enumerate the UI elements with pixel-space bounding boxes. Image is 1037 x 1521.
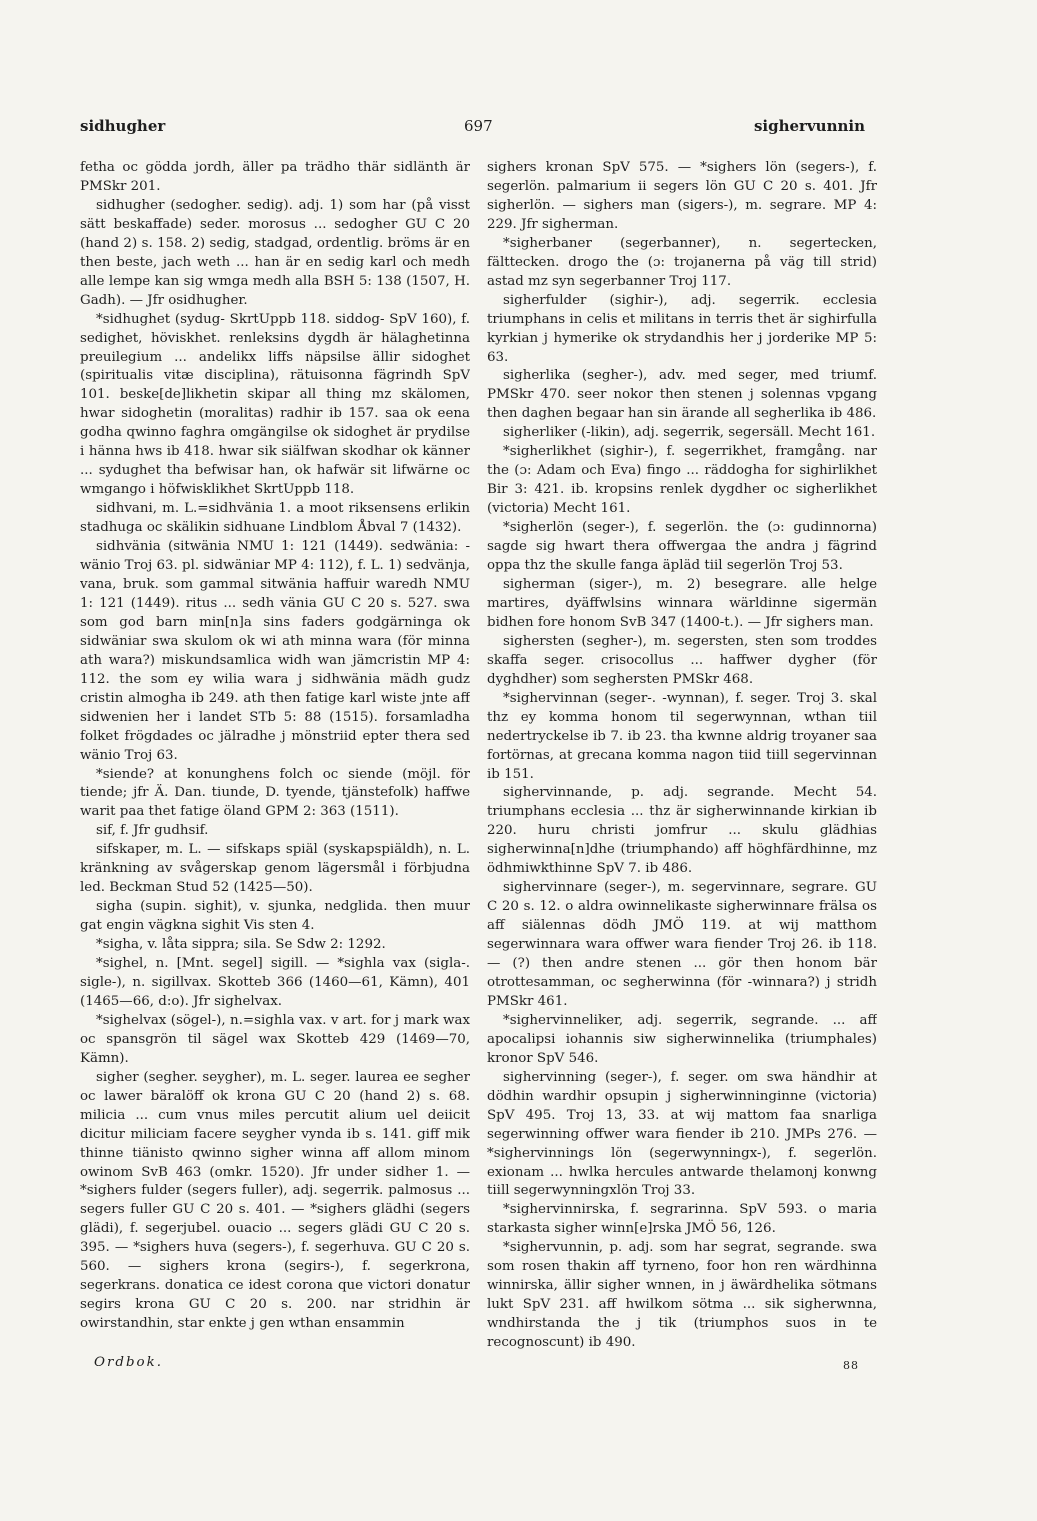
- dictionary-entry: sifskaper, m. L. — sifskaps spiäl (syskapspiäldh), n. L. kränkning av svågerskap genom lägersmål i förbjudna led. Beckman Stud 52 (1425—50).: [80, 842, 470, 896]
- dictionary-entry: *sighervinnirska, f. segrarinna. SpV 593. o maria starkasta sigher winn[e]rska JMÖ 56, 126.: [487, 1202, 877, 1237]
- dictionary-entry: *sigha, v. låta sippra; sila. Se Sdw 2: 1292.: [96, 937, 386, 953]
- dictionary-entry: sighervinnare (seger-), m. segervinnare, segrare. GU C 20 s. 12. o aldra owinnelikaste sigherwinnare frälsa os aff siälennas dödh JMÖ 119. at wij matthom segerwinnara wara offwer wara fiender Troj 26. ib 118. — (?) then andre stenen ... gör then honom bär otrottesamman, oc segherwinna (för -winnara?) j stridh PMSkr 461.: [487, 880, 877, 1009]
- dictionary-entry: fetha oc gödda jordh, äller pa trädho thär sidlänth är PMSkr 201.: [80, 160, 470, 194]
- dictionary-entry: *sighelvax (sögel-), n.=sighla vax. v art. for j mark wax oc spansgrön til sägel wax Skotteb 429 (1469—70, Kämn).: [80, 1012, 470, 1066]
- dictionary-entry: *sighel, n. [Mnt. segel] sigill. — *sighla vax (sigla-. sigle-), n. sigillvax. Skotteb 366 (1460—61, Kämn), 401 (1465—66, d:o). Jfr sighelvax.: [80, 956, 470, 1009]
- dictionary-entry: sighervinnande, p. adj. segrande. Mecht 54. triumphans ecclesia ... thz är sigherwinnande kirkian ib 220. huru christi jomfrur ... skulu glädhias sigherwinna[n]dhe (triumphando) aff höghfärdhinne, mz ödhmiwkthinne SpV 7. ib 486.: [487, 785, 877, 877]
- dictionary-entry: sif, f. Jfr gudhsif.: [96, 823, 209, 839]
- dictionary-entry: *sighervinneliker, adj. segerrik, segrande. ... aff apocalipsi iohannis siw sigherwinnelika (triumphales) kronor SpV 546.: [487, 1012, 877, 1066]
- dictionary-entry: sigherliker (-likin), adj. segerrik, segersäll. Mecht 161.: [503, 425, 876, 441]
- page-number: 697: [464, 117, 493, 135]
- dictionary-entry: *sigherbaner (segerbanner), n. segertecken, fälttecken. drogo the (ɔ: trojanerna på väg till strid) astad mz syn segerbanner Troj 117.: [487, 235, 877, 289]
- dictionary-entry: sidhvänia (sitwänia NMU 1: 121 (1449). sedwänia: -wänio Troj 63. pl. sidwäniar MP 4: 112), f. L. 1) sedvänja, vana, bruk. som gammal sitwänia haffuir waredh NMU 1: 121 (1449). ritus ... sedh vänia GU C 20 s. 527. swa som god barn min[n]a sins faders godgärninga ok sidwäniar swa skulom ok wi ath minna wara (för minna ath wara?) miskundsamlica widh wan jämcristin MP 4: 112. the som ey wilia wara j sidhwänia mädh gudz cristin almogha ib 249. ath then fatige karl wiste jnte aff sidwenien her i landet STb 5: 88 (1515). forsamladha folket frögdades oc jälradhe j mönstriid epter thera sed wänio Troj 63.: [80, 539, 470, 763]
- dictionary-entry: sigha (supin. sighit), v. sjunka, nedglida. then muur gat engin vägkna sighit Vis sten 4.: [80, 899, 470, 934]
- header-left-guideword: sidhugher: [80, 117, 166, 135]
- dictionary-entry: sighers kronan SpV 575. — *sighers lön (segers-), f. segerlön. palmarium ii segers lön GU C 20 s. 401. Jfr sigherlön. — sighers man (sigers-), m. segrare. MP 4: 229. Jfr sigherman.: [487, 160, 877, 232]
- dictionary-entry: *sigherlikhet (sighir-), f. segerrikhet, framgång. nar the (ɔ: Adam och Eva) fingo ... räddogha for sighirlikhet Bir 3: 421. ib. kropsins renlek dygdher oc sigherlikhet (victoria) Mecht 161.: [487, 444, 877, 517]
- dictionary-entry: *sidhughet (sydug- SkrtUppb 118. siddog- SpV 160), f. sedighet, höviskhet. renleksins dygdh är hälaghetinna preuilegium ... andelikx liffs näpsilse ällir sidoghet (spiritualis vitæ disciplina), rätuisonna fägrindh SpV 101. beske[de]likhetin skipar all thing mz skälomen, hwar sidoghetin (moralitas) radhir ib 157. saa ok eena godha qwinno faghra omgängilse ok sidoghet är prydilse i hänna hws ib 418. hwar sik siälfwan skodhar ok känner ... sydughet tha befwisar han, ok hafwär sit lifwärne oc wmgango i höfwisklikhet SkrtUppb 118.: [80, 311, 470, 498]
- footer-sheet-number: 88: [843, 1359, 859, 1372]
- dictionary-entry: *sighervinnan (seger-. -wynnan), f. seger. Troj 3. skal thz ey komma honom til segerwynnan, wthan tiil nedertryckelse ib 7. ib 23. tha kwnne aldrig troyaner saa fortörnas, at grecana komma nagon tiid tiill segervinnan ib 151.: [487, 690, 877, 782]
- dictionary-entry: *siende? at konunghens folch oc siende (möjl. för tiende; jfr Ä. Dan. tiunde, D. tyende, tjänstefolk) haffwe warit paa thet fatige öland GPM 2: 363 (1511).: [80, 766, 470, 820]
- dictionary-entry: sighervinning (seger-), f. seger. om swa händhir at dödhin wardhir opsupin j sigherwinninginne (victoria) SpV 495. Troj 13, 33. at wij mattom faa snarliga segerwinning offwer wara fiender ib 210. JMPs 276. — *sighervinnings lön (segerwynningx-), f. segerlön. exionam ... hwlka hercules antwarde thelamonj konwng tiill segerwynningxlön Troj 33.: [487, 1069, 877, 1199]
- dictionary-entry: *sigherlön (seger-), f. segerlön. the (ɔ: gudinnorna) sagde sig hwart thera offwergaa the andra j fägrind oppa thz the skulle fanga äpläd tiil segerlön Troj 53.: [487, 520, 877, 574]
- dictionary-entry: *sighervunnin, p. adj. som har segrat, segrande. swa som rosen thakin aff tyrneno, foor hon ren wärdhinna winnirska, ällir sigher wnnen, in j äwärdhelika sötmans lukt SpV 231. aff hwilkom sötma ... sik sigherwnna, wndhirstanda the j tik (triumphos suos in te recognoscunt) ib 490.: [487, 1240, 877, 1349]
- dictionary-entry: sidhvani, m. L.=sidhvänia 1. a moot riksensens erlikin stadhuga oc skälikin sidhuane Lindblom Åbval 7 (1432).: [80, 501, 470, 536]
- header-right-guideword: sighervunnin: [753, 117, 865, 135]
- left-column: [80, 159, 470, 1349]
- footer-signature: Ordbok.: [94, 1355, 163, 1370]
- dictionary-entry: sigherfulder (sighir-), adj. segerrik. ecclesia triumphans in celis et militans in terris thet är sighirfulla kyrkian j hymerike ok strydandhis her j jorderike MP 5: 63.: [487, 292, 877, 365]
- dictionary-entry: sighersten (segher-), m. segersten, sten som troddes skaffa seger. crisocollus ... haffwer dygher (för dyghdher) som seghersten PMSkr 468.: [487, 633, 877, 687]
- dictionary-entry: sigherlika (segher-), adv. med seger, med triumf. PMSkr 470. seer nokor then stenen j solennas vpgang then daghen begaar han sin ärande all segherlika ib 486.: [487, 368, 877, 422]
- page-header: [80, 117, 865, 139]
- right-column: [487, 159, 877, 1349]
- dictionary-entry: sidhugher (sedogher. sedig). adj. 1) som har (på visst sätt beskaffade) seder. morosus ... sedogher GU C 20 (hand 2) s. 158. 2) sedig, stadgad, ordentlig. bröms är en then beste, jach weth ... han är en sedig karl och medh alle lempe kan sig wmga medh alla BSH 5: 138 (1507, H. Gadh). — Jfr osidhugher.: [80, 197, 470, 308]
- dictionary-entry: sigher (segher. seygher), m. L. seger. laurea ee segher oc lawer bäralöff ok krona GU C 20 (hand 2) s. 68. milicia ... cum vnus miles percutit alium uel deiicit dicitur miliciam facere seygher vynda ib s. 141. giff mik thinne tiänisto qwinno sigher winna aff allom minom owinom SvB 463 (omkr. 1520). Jfr under sidher 1. — *sighers fulder (segers fuller), adj. segerrik. palmosus ... segers fuller GU C 20 s. 401. — *sighers glädhi (segers glädi), f. segerjubel. ouacio ... segers glädi GU C 20 s. 395. — *sighers huva (segers-), f. segerhuva. GU C 20 s. 560. — sighers krona (segirs-), f. segerkrona, segerkrans. donatica ce idest corona que victori donatur segirs krona GU C 20 s. 200. nar stridhin är owirstandhin, star enkte j gen wthan ensammin: [80, 1069, 470, 1332]
- dictionary-entry: sigherman (siger-), m. 2) besegrare. alle helge martires, dyäffwlsins winnara wärldinne sigermän bidhen fore honom SvB 347 (1400-t.). — Jfr sighers man.: [487, 576, 877, 630]
